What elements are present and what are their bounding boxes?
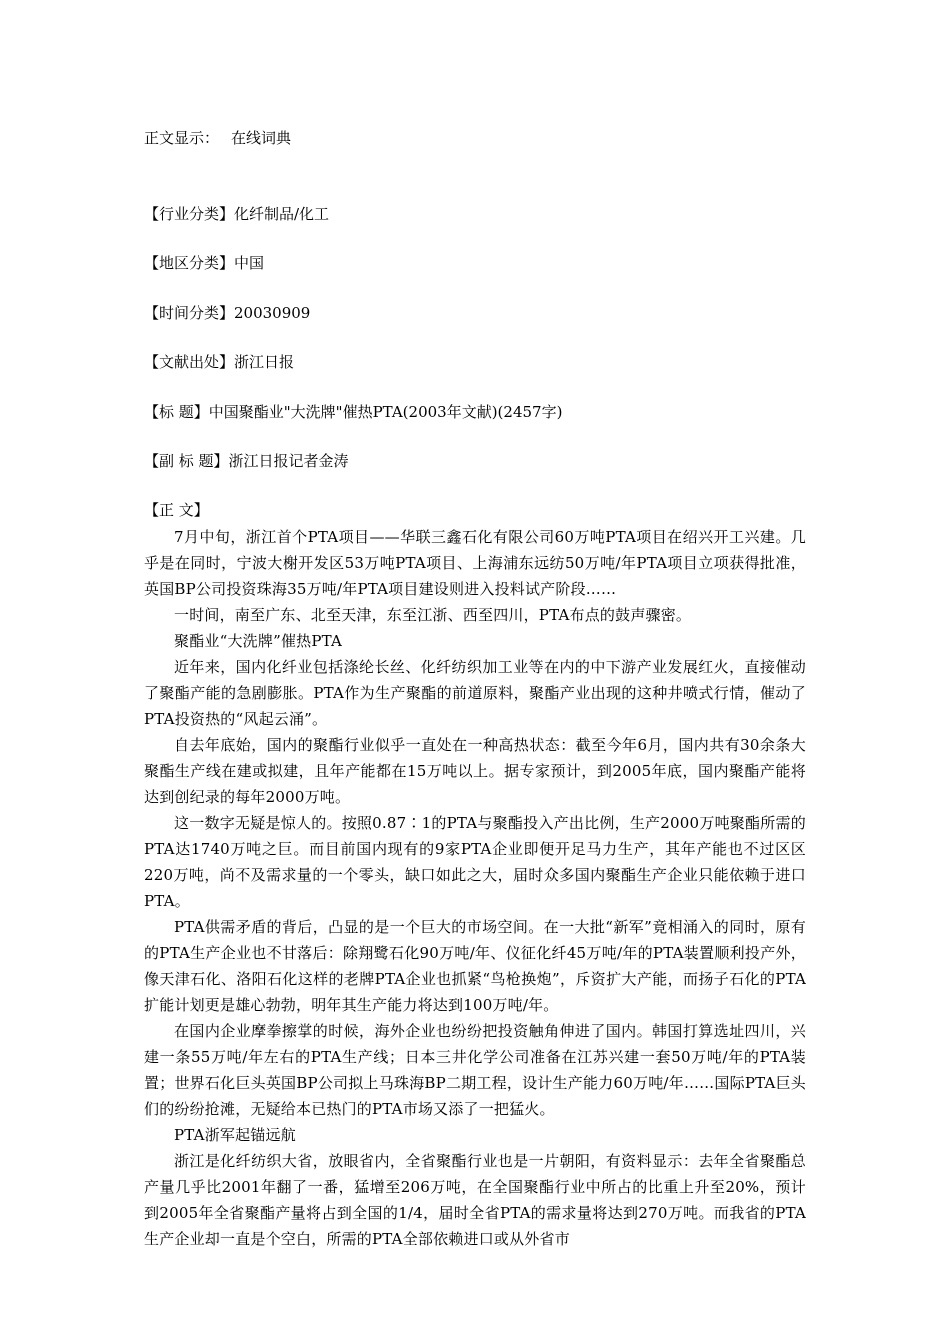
dictionary-link[interactable]: 在线词典 bbox=[231, 129, 292, 147]
body-label: 【正 文】 bbox=[144, 501, 209, 519]
header-line bbox=[144, 128, 291, 148]
meta-source: 【文献出处】浙江日报 bbox=[144, 353, 295, 371]
paragraph: 在国内企业摩拳擦掌的时候，海外企业也纷纷把投资触角伸进了国内。韩国打算选址四川，兴建一条55万吨/年左右的PTA生产线；日本三井化学公司准备在江苏兴建一套50万吨/年的PTA装置；世界石化巨头英国BP公司拟上马珠海BP二期工程，设计生产能力60万吨/年……国际PTA巨头们的纷纷抢滩，无疑给本已热门的PTA市场又添了一把猛火。 bbox=[144, 1022, 806, 1118]
display-label: 正文显示： bbox=[144, 129, 220, 147]
paragraph: 7月中旬，浙江首个PTA项目——华联三鑫石化有限公司60万吨PTA项目在绍兴开工兴建。几乎是在同时，宁波大榭开发区53万吨PTA项目、上海浦东远纺50万吨/年PTA项目立项获得批准，英国BP公司投资珠海35万吨/年PTA项目建设则进入投料试产阶段…… bbox=[144, 528, 806, 598]
meta-industry: 【行业分类】化纤制品/化工 bbox=[144, 205, 330, 223]
paragraph: 一时间，南至广东、北至天津，东至江浙、西至四川，PTA布点的鼓声骤密。 bbox=[174, 606, 692, 624]
meta-subtitle: 【副 标 题】浙江日报记者金涛 bbox=[144, 452, 349, 470]
meta-region: 【地区分类】中国 bbox=[144, 254, 265, 272]
article-body bbox=[144, 524, 806, 1252]
paragraph: 自去年底始，国内的聚酯行业似乎一直处在一种高热状态：截至今年6月，国内共有30余条大聚酯生产线在建或拟建，且年产能都在15万吨以上。据专家预计，到2005年底，国内聚酯产能将达到创纪录的每年2000万吨。 bbox=[144, 736, 806, 806]
paragraph: 近年来，国内化纤业包括涤纶长丝、化纤纺织加工业等在内的中下游产业发展红火，直接催动了聚酯产能的急剧膨胀。PTA作为生产聚酯的前道原料，聚酯产业出现的这种井喷式行情，催动了PTA投资热的“风起云涌”。 bbox=[144, 658, 806, 728]
paragraph: PTA供需矛盾的背后，凸显的是一个巨大的市场空间。在一大批“新军”竟相涌入的同时，原有的PTA生产企业也不甘落后：除翔鹭石化90万吨/年、仪征化纤45万吨/年的PTA装置顺利投产外，像天津石化、洛阳石化这样的老牌PTA企业也抓紧“鸟枪换炮”，斥资扩大产能，而扬子石化的PTA扩能计划更是雄心勃勃，明年其生产能力将达到100万吨/年。 bbox=[144, 918, 806, 1014]
section-heading: PTA浙军起锚远航 bbox=[174, 1126, 296, 1144]
meta-title: 【标 题】中国聚酯业"大洗牌"催热PTA(2003年文献)(2457字) bbox=[144, 403, 563, 421]
paragraph: 这一数字无疑是惊人的。按照0.87∶1的PTA与聚酯投入产出比例，生产2000万吨聚酯所需的PTA达1740万吨之巨。而目前国内现有的9家PTA企业即便开足马力生产，其年产能也不过区区220万吨，尚不及需求量的一个零头，缺口如此之大，届时众多国内聚酯生产企业只能依赖于进口PTA。 bbox=[144, 814, 806, 910]
paragraph: 浙江是化纤纺织大省，放眼省内，全省聚酯行业也是一片朝阳，有资料显示：去年全省聚酯总产量几乎比2001年翻了一番，猛增至206万吨，在全国聚酯行业中所占的比重上升至20%，预计到2005年全省聚酯产量将占到全国的1/4，届时全省PTA的需求量将达到270万吨。而我省的PTA生产企业却一直是个空白，所需的PTA全部依赖进口或从外省市 bbox=[144, 1152, 806, 1248]
meta-time: 【时间分类】20030909 bbox=[144, 304, 311, 322]
section-heading: 聚酯业“大洗牌”催热PTA bbox=[174, 632, 343, 650]
